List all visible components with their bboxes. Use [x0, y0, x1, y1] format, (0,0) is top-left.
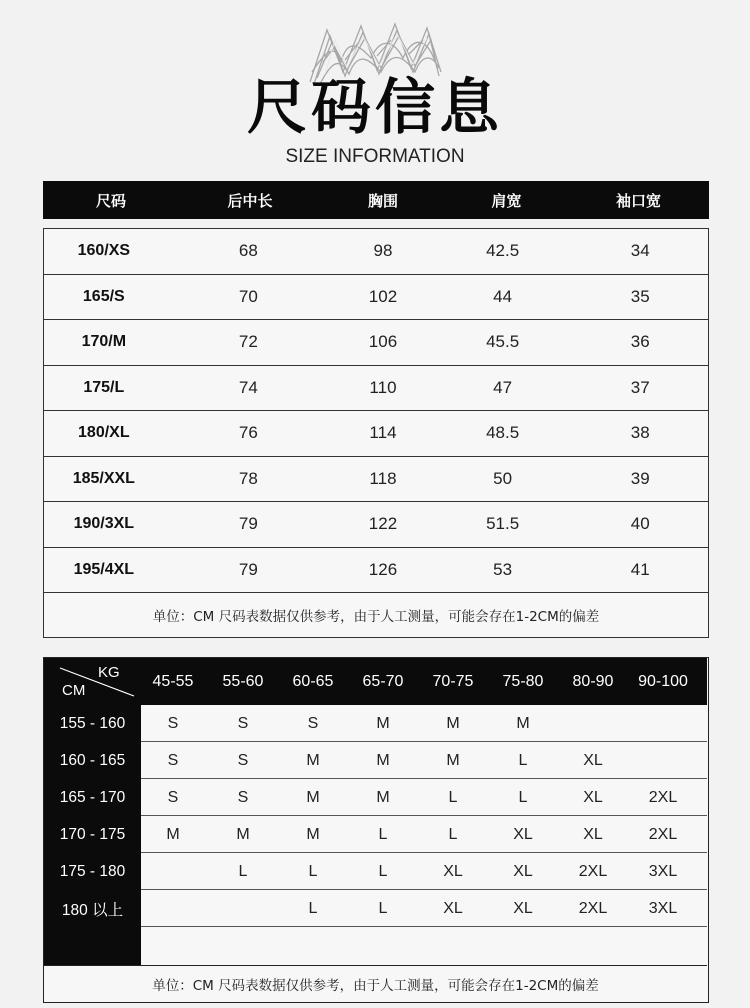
size-cell: M — [446, 751, 460, 769]
size-cell: L — [448, 825, 458, 843]
table-row — [44, 742, 707, 779]
size-cell: M — [516, 714, 530, 732]
cell-back-length: 76 — [238, 423, 258, 443]
size-cell: L — [308, 899, 318, 917]
size-cell: M — [306, 751, 320, 769]
cell-back-length: 72 — [238, 332, 258, 352]
cell-cuff-width: 39 — [630, 468, 650, 488]
size-cell: L — [308, 862, 318, 880]
weight-range-header: 65-70 — [362, 672, 404, 690]
cell-cuff-width: 38 — [630, 423, 650, 443]
weight-range-header: 45-55 — [152, 672, 194, 690]
size-cell: L — [378, 899, 388, 917]
table-row — [44, 890, 707, 927]
cell-back-length: 68 — [238, 241, 258, 261]
cell-size: 170/M — [81, 333, 127, 351]
cell-chest: 106 — [368, 332, 398, 352]
table-row — [44, 779, 707, 816]
size-cell — [628, 705, 698, 742]
cell-shoulder: 42.5 — [486, 241, 520, 261]
size-cell: L — [518, 788, 528, 806]
weight-range-header: 70-75 — [432, 672, 474, 690]
corner-kg-label: KG — [98, 664, 120, 681]
cell-size: 195/4XL — [73, 560, 135, 578]
table-row — [44, 548, 708, 594]
weight-range-header: 75-80 — [502, 672, 544, 690]
size-cell: L — [518, 751, 528, 769]
size-cell: XL — [443, 899, 463, 917]
size-cell: L — [378, 862, 388, 880]
cell-shoulder: 51.5 — [486, 514, 520, 534]
weight-range-header: 55-60 — [222, 672, 264, 690]
table-row — [44, 853, 707, 890]
size-cell: XL — [583, 788, 603, 806]
table-row — [44, 411, 708, 457]
size-table-header — [43, 181, 709, 219]
cell-back-length: 74 — [238, 377, 258, 397]
size-cell: 2XL — [648, 825, 678, 843]
table-row — [44, 275, 708, 321]
height-range-label: 155 - 160 — [59, 714, 126, 732]
cell-chest: 110 — [369, 377, 397, 397]
fit-table-header — [44, 658, 707, 705]
fit-table-note: 单位：CM 尺码表数据仅供参考，由于人工测量，可能会存在1-2CM的偏差 — [44, 965, 707, 1002]
cell-back-length: 78 — [238, 468, 258, 488]
cell-chest: 118 — [369, 468, 397, 488]
cell-chest: 114 — [369, 423, 397, 443]
cell-shoulder: 47 — [493, 377, 513, 397]
cell-shoulder: 53 — [493, 559, 513, 579]
cell-chest: 102 — [368, 286, 398, 306]
size-cell: S — [167, 751, 179, 769]
table-row — [44, 320, 708, 366]
page-title: 尺码信息 — [247, 73, 503, 143]
cell-size: 185/XXL — [72, 469, 135, 487]
size-cell: XL — [513, 825, 533, 843]
table-row — [44, 705, 707, 742]
cell-shoulder: 45.5 — [486, 332, 520, 352]
cell-cuff-width: 40 — [630, 514, 650, 534]
size-cell: XL — [513, 862, 533, 880]
cell-cuff-width: 41 — [630, 559, 650, 579]
size-cell: S — [307, 714, 319, 732]
height-range-label: 165 - 170 — [59, 788, 126, 806]
cell-shoulder: 50 — [493, 468, 513, 488]
header-chest: 胸围 — [367, 191, 398, 210]
cell-cuff-width: 34 — [630, 241, 650, 261]
height-range-label: 170 - 175 — [59, 825, 126, 843]
corner-cm-label: CM — [62, 682, 86, 699]
cell-size: 175/L — [83, 378, 125, 396]
size-cell: 2XL — [578, 862, 608, 880]
header-back-length: 后中长 — [227, 191, 273, 210]
size-cell — [138, 890, 208, 927]
cell-back-length: 79 — [238, 559, 258, 579]
size-cell: M — [376, 788, 390, 806]
size-cell: 2XL — [578, 899, 608, 917]
table-row — [44, 229, 708, 275]
size-cell: XL — [583, 751, 603, 769]
table-row — [44, 502, 708, 548]
size-cell: L — [378, 825, 388, 843]
size-cell: M — [306, 788, 320, 806]
size-cell: S — [167, 714, 179, 732]
size-cell: M — [236, 825, 250, 843]
size-cell: S — [167, 788, 179, 806]
cell-size: 165/S — [82, 287, 125, 305]
size-cell: M — [306, 825, 320, 843]
size-cell: S — [237, 751, 249, 769]
size-cell: M — [376, 751, 390, 769]
size-cell: S — [237, 714, 249, 732]
cell-size: 180/XL — [78, 424, 130, 442]
cell-back-length: 79 — [238, 514, 258, 534]
cell-size: 190/3XL — [73, 515, 135, 533]
header-size: 尺码 — [95, 191, 126, 210]
size-cell — [208, 890, 278, 927]
size-cell: 2XL — [648, 788, 678, 806]
size-cell: M — [166, 825, 180, 843]
size-table-note: 单位：CM 尺码表数据仅供参考，由于人工测量，可能会存在1-2CM的偏差 — [152, 609, 600, 625]
cell-shoulder: 44 — [493, 286, 513, 306]
size-cell: L — [448, 788, 458, 806]
size-cell — [558, 705, 628, 742]
size-cell: M — [376, 714, 390, 732]
cell-chest: 98 — [373, 241, 393, 261]
header-cuff-width: 袖口宽 — [615, 191, 661, 210]
weight-range-header: 80-90 — [572, 672, 614, 690]
size-table-body — [43, 228, 709, 638]
size-cell: 3XL — [648, 862, 678, 880]
size-measurement-table — [43, 181, 709, 638]
table-row — [44, 816, 707, 853]
cell-size: 160/XS — [77, 242, 131, 260]
weight-range-header: 60-65 — [292, 672, 334, 690]
size-cell: L — [238, 862, 248, 880]
cell-back-length: 70 — [238, 286, 258, 306]
page-subtitle: SIZE INFORMATION — [285, 146, 465, 167]
cell-shoulder: 48.5 — [486, 423, 520, 443]
size-cell: S — [237, 788, 249, 806]
cell-cuff-width: 35 — [630, 286, 650, 306]
size-cell: XL — [443, 862, 463, 880]
size-cell: M — [446, 714, 460, 732]
size-cell: 3XL — [648, 899, 678, 917]
cell-cuff-width: 36 — [630, 332, 650, 352]
size-cell — [628, 742, 698, 779]
height-range-label: 180 以上 — [61, 901, 124, 919]
header-shoulder: 肩宽 — [491, 191, 522, 210]
fit-guide-table — [43, 657, 709, 1003]
size-cell: XL — [583, 825, 603, 843]
cell-chest: 122 — [368, 514, 398, 534]
table-row — [44, 457, 708, 503]
table-row — [44, 366, 708, 412]
cell-chest: 126 — [368, 559, 398, 579]
height-range-label: 160 - 165 — [59, 751, 126, 769]
height-range-label: 175 - 180 — [59, 862, 126, 880]
cell-cuff-width: 37 — [630, 377, 650, 397]
weight-range-header: 90-100 — [638, 672, 688, 690]
size-cell: XL — [513, 899, 533, 917]
size-cell — [138, 853, 208, 890]
